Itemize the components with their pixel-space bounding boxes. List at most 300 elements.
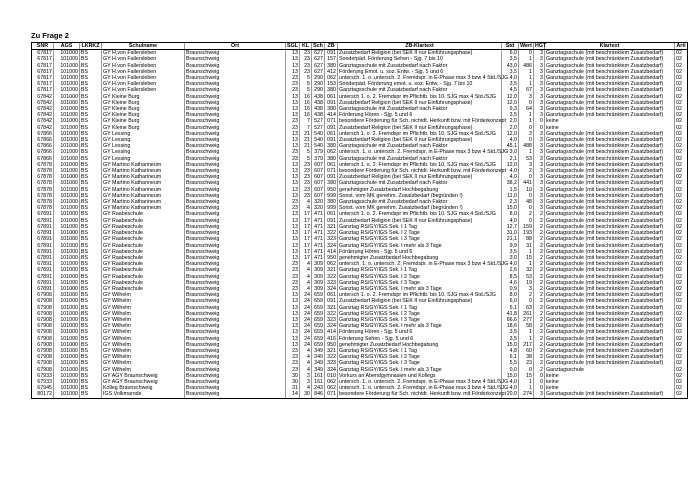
table-cell: 67891	[32, 249, 54, 255]
table-cell: BS	[80, 255, 102, 261]
table-cell: 101000	[54, 286, 80, 292]
table-cell: Ganztagsschule mit Zusatzbedarf nach Faktor	[338, 143, 502, 149]
table-row	[32, 267, 688, 273]
table-row	[32, 329, 688, 335]
table-cell: 53	[519, 156, 534, 162]
table-cell: 0	[534, 373, 545, 379]
table-cell: Ganztagsschule mit Zusatzbedarf nach Faktor	[338, 106, 502, 112]
table-cell: 67908	[32, 298, 54, 304]
table-cell: 24	[300, 336, 312, 342]
table-cell: BS	[80, 174, 102, 180]
table-cell: 486	[519, 63, 534, 69]
table-cell: BS	[80, 360, 102, 366]
table-cell: Ganztagsschule (mit beschränktem Zusatzbedarf)	[545, 298, 675, 304]
table-cell: GY Raabeschule	[102, 249, 185, 255]
table-cell: 3	[519, 94, 534, 100]
table-cell: 438	[312, 112, 325, 118]
table-cell: 101000	[54, 236, 80, 242]
table-cell: 02	[675, 180, 688, 186]
table-cell: Ganztagsschule (mit beschränktem Zusatzbedarf)	[545, 311, 675, 317]
table-cell: 2	[534, 230, 545, 236]
table-cell: Braunschweig	[185, 329, 286, 335]
table-cell: 80172	[32, 391, 54, 398]
table-cell: BS	[80, 125, 102, 131]
table-cell: 471	[312, 211, 325, 217]
table-cell: 02	[675, 342, 688, 348]
table-cell: 1	[519, 112, 534, 118]
table-cell: BS	[80, 56, 102, 62]
table-cell: 2	[534, 211, 545, 217]
table-cell: 12,0	[502, 131, 519, 137]
table-cell: GY Wilhelm	[102, 311, 185, 317]
table-cell: 101000	[54, 311, 80, 317]
table-cell: Ganztag RS/GY/IGS Sek. I 2 Tage	[338, 230, 502, 236]
table-cell: Braunschweig	[185, 56, 286, 62]
table-cell: 3,5	[502, 112, 519, 118]
table-cell: 02	[675, 112, 688, 118]
table-cell: BS	[80, 286, 102, 292]
table-cell: Ganztagsschule mit Zusatzbedarf nach Faktor	[338, 156, 502, 162]
table-cell: 101000	[54, 87, 80, 93]
table-cell: 101000	[54, 81, 80, 87]
table-cell: BS	[80, 373, 102, 379]
table-cell: 3,5	[502, 249, 519, 255]
table-cell: 23	[300, 174, 312, 180]
table-cell: 380	[325, 106, 338, 112]
table-cell: 02	[675, 236, 688, 242]
table-cell: 380	[325, 156, 338, 162]
table-cell: 17	[300, 249, 312, 255]
table-cell: 3	[534, 205, 545, 211]
table-cell: 15	[519, 373, 534, 379]
table-cell: 13	[286, 69, 300, 75]
table-cell: 3	[534, 168, 545, 174]
table-cell: 21	[300, 131, 312, 137]
table-cell: 243	[312, 385, 325, 391]
table-row	[32, 236, 688, 242]
table-cell: 3,5	[502, 336, 519, 342]
table-cell: 324	[325, 367, 338, 373]
table-cell: 02	[675, 336, 688, 342]
table-cell: 627	[312, 63, 325, 69]
table-cell: 0	[534, 385, 545, 391]
table-cell: 2	[534, 274, 545, 280]
table-cell: Braunschweig	[185, 168, 286, 174]
table-cell: 17	[300, 243, 312, 249]
table-cell: 062	[325, 75, 338, 81]
table-cell: Braunschweig	[185, 224, 286, 230]
table-cell: BS	[80, 249, 102, 255]
table-cell: 3,0	[502, 255, 519, 261]
table-cell: 471	[312, 230, 325, 236]
table-cell: 091	[325, 137, 338, 143]
table-cell: Ganztagsschule (mit beschränktem Zusatzbedarf)	[545, 211, 675, 217]
table-body	[32, 50, 688, 398]
table-cell: BS	[80, 50, 102, 57]
table-cell: 5,1	[502, 305, 519, 311]
table-cell: keine	[545, 379, 675, 385]
table-cell: 309	[312, 286, 325, 292]
table-cell: 4	[300, 385, 312, 391]
table-cell: 2	[534, 298, 545, 304]
table-cell: 101000	[54, 224, 80, 230]
table-cell: BS	[80, 94, 102, 100]
table-cell: 67891	[32, 211, 54, 217]
table-cell: GY Kleine Burg	[102, 100, 185, 106]
table-cell: 13	[286, 230, 300, 236]
table-cell: 3	[534, 56, 545, 62]
table-cell: Braunschweig	[185, 162, 286, 168]
table-cell: Braunschweig	[185, 205, 286, 211]
table-cell: 412	[325, 69, 338, 75]
table-cell: 13	[286, 211, 300, 217]
table-cell: 322	[325, 354, 338, 360]
table-cell: BS	[80, 131, 102, 137]
table-cell: GY H.von Fallersleben	[102, 63, 185, 69]
table-cell: 101000	[54, 69, 80, 75]
table-cell: 101000	[54, 100, 80, 106]
table-cell: GY Lessing	[102, 131, 185, 137]
table-cell: 101000	[54, 174, 80, 180]
table-cell: 2	[534, 261, 545, 267]
table-cell: 471	[312, 255, 325, 261]
table-row	[32, 180, 688, 186]
table-cell: 23	[300, 56, 312, 62]
table-cell: 101000	[54, 342, 80, 348]
table-cell: 1	[519, 261, 534, 267]
table-cell: 63	[519, 305, 534, 311]
table-cell: 13	[286, 106, 300, 112]
table-cell: 67842	[32, 112, 54, 118]
table-cell: 101000	[54, 211, 80, 217]
table-cell: 4,0	[502, 75, 519, 81]
table-row	[32, 94, 688, 100]
table-cell: 10	[519, 187, 534, 193]
table-cell: Braunschweig	[185, 156, 286, 162]
table-cell: Ganztag RS/GY/IGS Sek. I 2 Tage	[338, 354, 502, 360]
table-cell: 3	[534, 112, 545, 118]
table-cell: 0,0	[502, 367, 519, 373]
table-cell: BS	[80, 354, 102, 360]
table-cell: 4,6	[502, 280, 519, 286]
table-cell: 02	[675, 118, 688, 124]
column-header: ZB	[325, 43, 338, 50]
table-cell: 1	[519, 149, 534, 155]
table-cell: 2	[519, 292, 534, 298]
table-cell: 217	[519, 342, 534, 348]
table-cell: Braunschweig	[185, 149, 286, 155]
table-cell: Ganztagsschule (mit beschränktem Zusatzbedarf)	[545, 205, 675, 211]
table-cell: BS	[80, 187, 102, 193]
table-cell: 8,0	[502, 211, 519, 217]
table-cell: GY H.von Fallersleben	[102, 69, 185, 75]
table-cell: 0	[519, 125, 534, 131]
table-cell: 101000	[54, 56, 80, 62]
table-cell: Ganztag RS/GY/IGS Sek. I 1 Tag	[338, 267, 502, 273]
table-cell: 3,5	[502, 56, 519, 62]
column-header: Wert	[520, 43, 532, 49]
table-cell: Braunschweig	[185, 348, 286, 354]
column-header: AGS	[54, 43, 80, 50]
table-cell: Ganztag RS/GY/IGS Sek. I mehr als 3 Tage	[338, 367, 502, 373]
table-cell: 950	[325, 342, 338, 348]
table-cell: Ganztag RS/GY/IGS Sek. I mehr als 3 Tage	[338, 323, 502, 329]
table-cell: 0	[519, 174, 534, 180]
table-cell: Braunschweig	[185, 131, 286, 137]
table-cell: GY Martino Katharineum	[102, 174, 185, 180]
table-cell: GY Wilhelm	[102, 367, 185, 373]
table-cell: Ganztagsschule (mit beschränktem Zusatzbedarf)	[545, 323, 675, 329]
table-cell: BS	[80, 180, 102, 186]
table-cell: 02	[675, 305, 688, 311]
table-cell: GY Raabeschule	[102, 255, 185, 261]
table-cell: Ganztagsschule (mit beschränktem Zusatzbedarf)	[545, 218, 675, 224]
table-cell: Zusatzbedarf Religion (bei SEK II nur Einführungsphase)	[338, 174, 502, 180]
table-cell: GY Martino Katharineum	[102, 180, 185, 186]
table-cell: 4	[300, 354, 312, 360]
table-cell: BS	[80, 81, 102, 87]
table-cell: 607	[312, 193, 325, 199]
table-cell: 659	[312, 323, 325, 329]
table-cell: 5	[300, 156, 312, 162]
table-cell: 4	[300, 261, 312, 267]
table-cell: 322	[325, 230, 338, 236]
table-cell: 101000	[54, 292, 80, 298]
table-cell: GY Lessing	[102, 137, 185, 143]
table-cell: Ganztagsschule (mit beschränktem Zusatzbedarf)	[545, 63, 675, 69]
table-cell: 02	[675, 187, 688, 193]
table-cell: Ganztagsschule (mit beschränktem Zusatzbedarf)	[545, 87, 675, 93]
table-cell: 471	[312, 224, 325, 230]
table-cell: 67878	[32, 205, 54, 211]
table-cell: Ganztag RS/GY/IGS Sek. I 1 Tag	[338, 348, 502, 354]
table-cell: Braunschweig	[185, 87, 286, 93]
table-cell: 13	[286, 137, 300, 143]
table-cell: untersch. 1. o. untersch. 2. Fremdspr. in E-Phase max 3 bzw 4 Std./SJG	[339, 378, 509, 385]
table-cell: Förderung Sehen - Sjg. 5 und 6	[338, 336, 502, 342]
table-cell: 061	[325, 94, 338, 100]
table-cell: BS	[80, 261, 102, 267]
table-cell: Vorkurs an Abendgymnasien und Kollegs	[338, 373, 502, 379]
table-cell: GY Raabeschule	[102, 280, 185, 286]
table-cell: 16	[300, 94, 312, 100]
table-cell: 02	[675, 149, 688, 155]
table-cell: genehmigter Zusatzbedarf Hochbegabung	[338, 342, 502, 348]
table-cell: 67908	[32, 367, 54, 373]
table-cell: 309	[312, 274, 325, 280]
table-cell: 4	[300, 267, 312, 273]
table-cell: untersch 1. o. 2. Fremdspr im Pflichtb. bis 10. SJG max 4 Std./SJG	[338, 162, 502, 168]
table-cell: 12,0	[502, 94, 519, 100]
table-cell: 23	[300, 180, 312, 186]
table-cell: Braunschweig	[185, 75, 286, 81]
table-cell: 101000	[54, 156, 80, 162]
table-cell: 3	[534, 162, 545, 168]
table-cell: 091	[325, 298, 338, 304]
table-cell: 5	[300, 75, 312, 81]
table-cell: Ganztagsschule mit Zusatzbedarf nach Faktor	[338, 87, 502, 93]
table-cell: 8,0	[502, 292, 519, 298]
table-cell: 261	[519, 311, 534, 317]
table-cell: 02	[675, 106, 688, 112]
column-header: SNR	[32, 43, 54, 50]
table-cell: 32	[519, 267, 534, 273]
table-cell: 062	[325, 261, 338, 267]
table-cell: Braunschweig	[185, 143, 286, 149]
table-cell: 13	[286, 236, 300, 242]
table-cell: 67817	[32, 75, 54, 81]
table-cell: 4,0	[502, 379, 519, 385]
table-cell: BS	[80, 391, 102, 398]
table-cell: GY Kleine Burg	[102, 125, 185, 131]
table-cell: 02	[675, 193, 688, 199]
table-cell: 061	[325, 162, 338, 168]
table-cell: Braunschweig	[185, 180, 286, 186]
table-cell: 999	[325, 205, 338, 211]
table-cell: GY Raabeschule	[102, 286, 185, 292]
table-cell: 67908	[32, 348, 54, 354]
table-cell: Zusatzbedarf Religion (bei SEK II nur Einführungsphase)	[338, 100, 502, 106]
table-cell: 13	[286, 187, 300, 193]
table-cell: 2	[534, 317, 545, 323]
table-cell: 02	[675, 261, 688, 267]
table-cell: 101000	[54, 373, 80, 379]
table-cell: 14	[286, 391, 300, 398]
column-header: Ort	[185, 43, 286, 50]
table-cell: 0	[519, 298, 534, 304]
table-cell: BS	[80, 348, 102, 354]
table-cell: 02	[675, 286, 688, 292]
table-row	[32, 274, 688, 280]
table-cell: 2	[534, 249, 545, 255]
table-cell: 320	[312, 199, 325, 205]
table-cell: 12,7	[502, 224, 519, 230]
table-cell: 23	[286, 87, 300, 93]
table-cell: 67891	[32, 261, 54, 267]
table-cell: 3	[519, 286, 534, 292]
table-cell: GY Wilhelm	[102, 323, 185, 329]
table-cell: 4,5	[502, 87, 519, 93]
table-cell: GY Martino Katharineum	[102, 199, 185, 205]
table-cell: 23	[286, 81, 300, 87]
table-cell: 0	[534, 125, 545, 131]
table-cell: GY Raabeschule	[102, 224, 185, 230]
table-cell: 2	[534, 367, 545, 373]
table-cell: 38	[519, 354, 534, 360]
table-cell: Ganztagsschule (mit beschränktem Zusatzbedarf)	[545, 267, 675, 273]
table-cell: GY Martino Katharineum	[102, 193, 185, 199]
table-cell: 950	[325, 187, 338, 193]
table-cell: 19	[519, 280, 534, 286]
table-cell: Ganztagsschule mit Zusatzbedarf nach Faktor	[338, 63, 502, 69]
table-cell: 3	[534, 100, 545, 106]
table-cell: 159	[519, 224, 534, 230]
table-cell: 02	[675, 379, 688, 385]
table-cell: 13	[286, 56, 300, 62]
table-cell: Braunschweig	[185, 385, 286, 391]
table-cell: Braunschweig	[185, 249, 286, 255]
table-cell: BS	[80, 137, 102, 143]
table-cell: 3	[534, 174, 545, 180]
table-cell: GY Martino Katharineum	[102, 162, 185, 168]
table-cell: 010	[325, 373, 338, 379]
table-cell: 2	[534, 243, 545, 249]
table-cell: BS	[80, 87, 102, 93]
table-cell: Ganztagsschule (mit beschränktem Zusatzbedarf)	[545, 286, 675, 292]
table-cell: 274	[519, 391, 534, 398]
table-cell: 67891	[32, 286, 54, 292]
table-cell: 45,1	[502, 143, 519, 149]
table-cell: 13	[286, 255, 300, 261]
table-cell: 320	[312, 205, 325, 211]
table-cell: BS	[80, 205, 102, 211]
table-cell: GY Raabeschule	[102, 274, 185, 280]
table-cell: BS	[80, 329, 102, 335]
table-cell: Zusatzbedarf Religion (bei SEK II nur Einführungsphase)	[338, 298, 502, 304]
table-cell: 471	[312, 218, 325, 224]
table-cell: 31	[286, 385, 300, 391]
table-cell: 67842	[32, 118, 54, 124]
table-cell: 48	[519, 199, 534, 205]
table-cell: 323	[325, 236, 338, 242]
table-cell: BS	[80, 112, 102, 118]
table-cell: Braunschweig	[185, 94, 286, 100]
table-cell: 13	[286, 168, 300, 174]
table-cell: 13	[286, 162, 300, 168]
table-cell: 67908	[32, 323, 54, 329]
table-cell: 23	[286, 354, 300, 360]
table-cell: 13	[286, 292, 300, 298]
table-cell: 17	[300, 211, 312, 217]
table-cell: 323	[325, 280, 338, 286]
table-cell: 1	[519, 379, 534, 385]
table-cell: 67908	[32, 360, 54, 366]
table-cell: Ganztagsschule (mit beschränktem Zusatzbedarf)	[545, 354, 675, 360]
table-cell: 23	[300, 187, 312, 193]
table-cell: 1	[519, 81, 534, 87]
table-cell: 02	[675, 329, 688, 335]
table-cell: 091	[325, 218, 338, 224]
table-cell: 2	[534, 336, 545, 342]
table-cell: 2	[534, 311, 545, 317]
table-cell: 67933	[32, 379, 54, 385]
table-cell: 101000	[54, 218, 80, 224]
table-cell: 2	[534, 267, 545, 273]
table-cell: BS	[80, 218, 102, 224]
table-cell: GY Raabeschule	[102, 211, 185, 217]
table-cell: 02	[675, 267, 688, 273]
table-cell: GY Martino Katharineum	[102, 187, 185, 193]
column-header: Klartext	[545, 43, 675, 50]
table-cell: 101000	[54, 50, 80, 57]
table-cell: 321	[325, 267, 338, 273]
table-cell: 13	[286, 298, 300, 304]
table-cell: 02	[675, 224, 688, 230]
table-cell: BS	[80, 236, 102, 242]
table-cell: 17	[300, 230, 312, 236]
table-cell: 60	[519, 348, 534, 354]
table-cell: 101000	[54, 118, 80, 124]
table-cell: 4,0	[502, 168, 519, 174]
table-cell: 38,2	[502, 180, 519, 186]
table-cell: 101000	[54, 243, 80, 249]
table-cell: 1	[519, 385, 534, 391]
table-cell: GY Raabeschule	[102, 243, 185, 249]
table-cell: Braunschweig	[185, 118, 286, 124]
table-cell: Ganztagsschule (mit beschränktem Zusatzbedarf)	[545, 174, 675, 180]
table-cell: keine	[545, 125, 675, 131]
table-cell: 2	[534, 280, 545, 286]
